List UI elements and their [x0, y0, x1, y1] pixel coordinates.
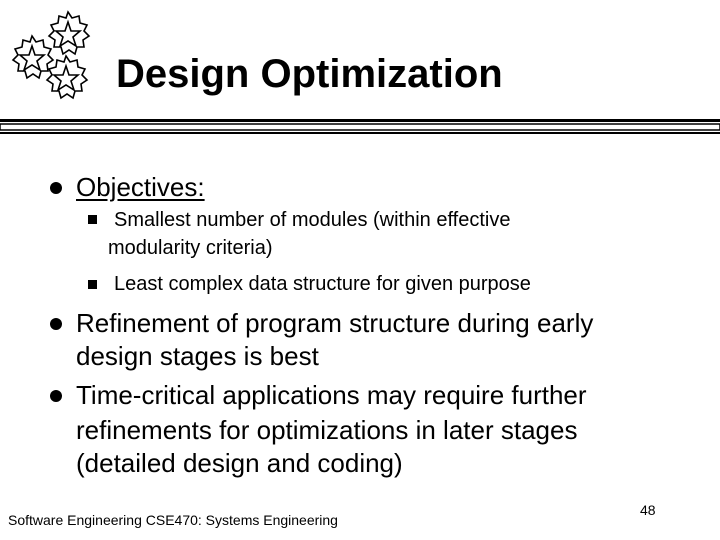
subpoint-1-line-2: modularity criteria)	[108, 237, 273, 259]
subpoint-1-line-1: Smallest number of modules (within effective	[114, 209, 511, 231]
subpoint-2: Least complex data structure for given purpose	[114, 273, 531, 295]
bullet-dot	[50, 318, 62, 330]
objectives-heading: Objectives:	[76, 172, 205, 202]
bullet-square	[88, 215, 97, 224]
bullet-square	[88, 280, 97, 289]
point-3-line-2: refinements for optimizations in later stages	[76, 415, 578, 445]
point-3-line-1: Time-critical applications may require further	[76, 380, 587, 410]
point-3-line-3: (detailed design and coding)	[76, 448, 403, 478]
slide-title: Design Optimization	[116, 52, 503, 96]
point-2-line-2: design stages is best	[76, 341, 319, 371]
point-2-line-1: Refinement of program structure during early	[76, 308, 594, 338]
stars-cluster-icon	[2, 6, 98, 102]
page-number: 48	[640, 502, 656, 518]
bullet-dot	[50, 390, 62, 402]
footer-text: Software Engineering CSE470: Systems Engineering	[8, 512, 338, 528]
bullet-dot	[50, 182, 62, 194]
title-divider	[0, 118, 720, 136]
